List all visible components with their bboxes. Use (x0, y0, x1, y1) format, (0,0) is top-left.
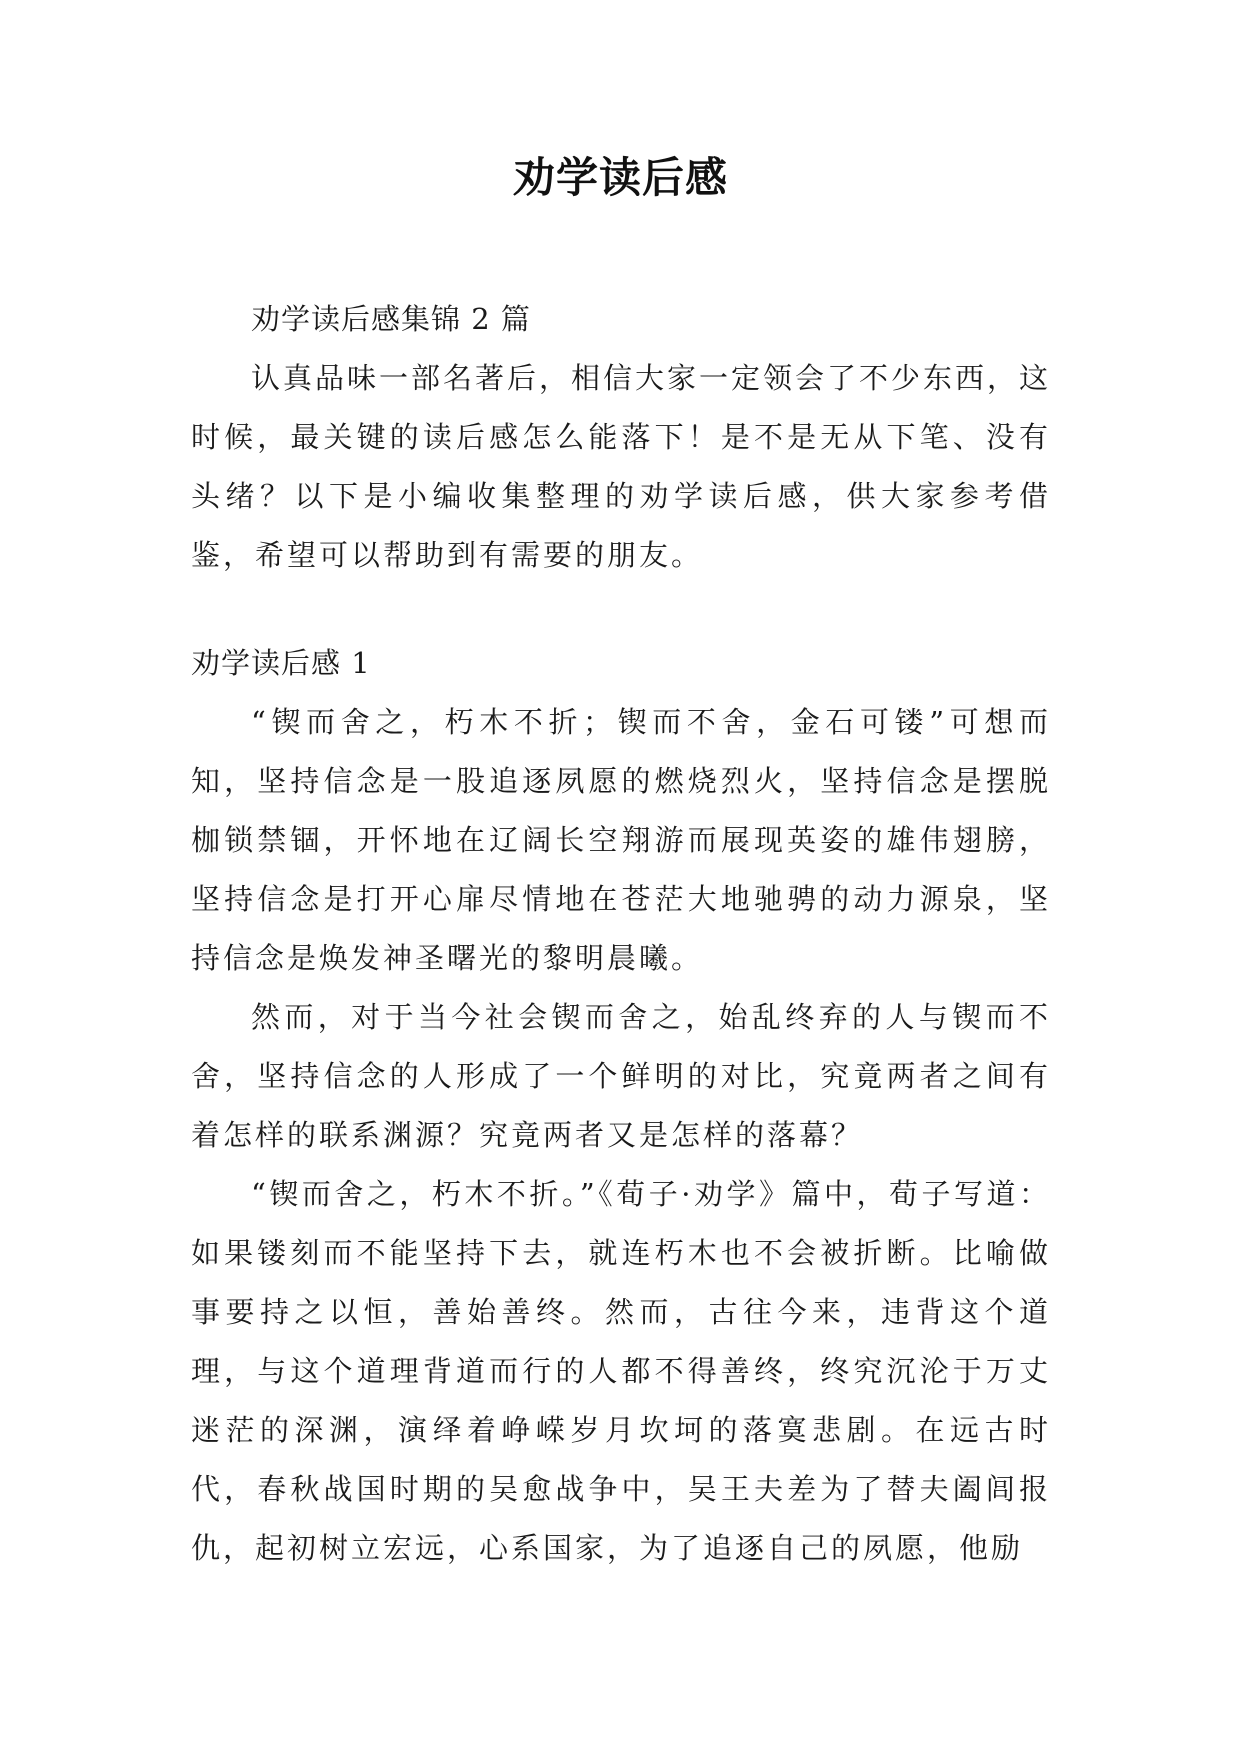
section-heading: 劝学读后感 1 (191, 646, 371, 680)
intro-paragraph: 认真品味一部名著后，相信大家一定领会了不少东西，这时候，最关键的读后感怎么能落下！是不是无从下笔、没有头绪？以下是小编收集整理的劝学读后感，供大家参考借鉴，希望可以帮助到有需要的朋友。 (191, 361, 1052, 572)
essay-paragraph: “锲而舍之，朽木不折。”《荀子·劝学》篇中，荀子写道：如果镂刻而不能坚持下去，就连朽木也不会被折断。比喻做事要持之以恒，善始善终。然而，古往今来，违背这个道理，与这个道理背道而行的人都不得善终，终究沉沦于万丈迷茫的深渊，演绎着峥嵘岁月坎坷的落寞悲剧。在远古时代，春秋战国时期的吴愈战争中，吴王夫差为了替夫阖闾报仇，起初树立宏远，心系国家，为了追逐自己的夙愿，他励 (191, 1177, 1051, 1565)
essay-paragraph: 然而，对于当今社会锲而舍之，始乱终弃的人与锲而不舍，坚持信念的人形成了一个鲜明的对比，究竟两者之间有着怎样的联系渊源？究竟两者又是怎样的落幕？ (191, 1000, 1051, 1152)
document-subtitle: 劝学读后感集锦 2 篇 (251, 302, 531, 336)
document-title: 劝学读后感 (512, 153, 728, 202)
essay-paragraph: “锲而舍之，朽木不折；锲而不舍，金石可镂”可想而知，坚持信念是一股追逐夙愿的燃烧烈火，坚持信念是摆脱枷锁禁锢，开怀地在辽阔长空翔游而展现英姿的雄伟翅膀，坚持信念是打开心扉尽情地在苍茫大地驰骋的动力源泉，坚持信念是焕发神圣曙光的黎明晨曦。 (191, 705, 1051, 975)
essay-body (191, 693, 1051, 1578)
intro-section (191, 349, 1051, 585)
